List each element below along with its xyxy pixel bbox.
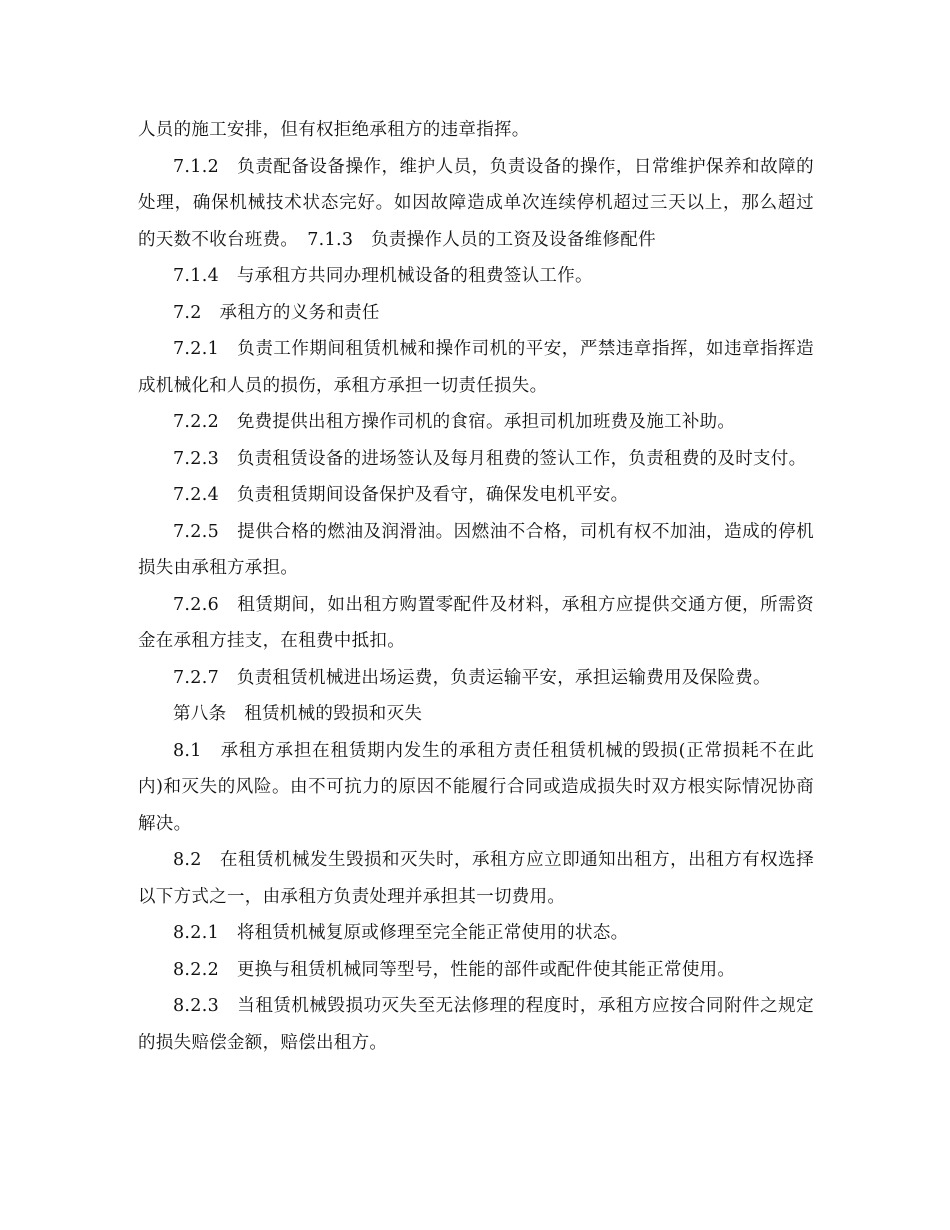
paragraph-continuation: 人员的施工安排，但有权拒绝承租方的违章指挥。 [138, 120, 530, 140]
paragraph-7-2-3: 7.2.3 负责租赁设备的进场签认及每月租费的签认工作，负责租费的及时支付。 [173, 448, 807, 469]
paragraph-7-2-2: 7.2.2 免费提供出租方操作司机的食宿。承担司机加班费及施工补助。 [173, 412, 736, 432]
paragraph-7-2-4: 7.2.4 负责租赁期间设备保护及看守，确保发电机平安。 [173, 485, 629, 505]
paragraph-8-2-2: 8.2.2 更换与租赁机械同等型号，性能的部件或配件使其能正常使用。 [173, 959, 736, 980]
paragraph-8-2-3: 8.2.3 当租赁机械毁损功灭失至无法修理的程度时，承租方应按合同附件之规定的损失赔偿金额，赔偿出租方。 [138, 996, 814, 1053]
paragraph-7-1-2: 7.1.2 负责配备设备操作，维护人员，负责设备的操作，日常维护保养和故障的处理，确保机械技术状态完好。如因故障造成单次连续停机超过三天以上，那么超过的天数不收台班费。 7.1.3 负责操作人员的工资及设备维修配件 [138, 156, 814, 250]
paragraph-8-2-1: 8.2.1 将租赁机械复原或修理至完全能正常使用的状态。 [173, 923, 629, 943]
paragraph-7-2-7: 7.2.7 负责租赁机械进出场运费，负责运输平安，承担运输费用及保险费。 [173, 667, 771, 688]
paragraph-8-2: 8.2 在租赁机械发生毁损和灭失时，承租方应立即通知出租方，出租方有权选择以下方式之一，由承租方负责处理并承担其一切费用。 [138, 850, 814, 907]
paragraph-8-1: 8.1 承租方承担在租赁期内发生的承租方责任租赁机械的毁损(正常损耗不在此内)和灭失的风险。由不可抗力的原因不能履行合同或造成损失时双方根实际情况协商解决。 [138, 740, 814, 834]
paragraph-7-2-5: 7.2.5 提供合格的燃油及润滑油。因燃油不合格，司机有权不加油，造成的停机损失由承租方承担。 [138, 521, 814, 578]
section-heading-7-2: 7.2 承租方的义务和责任 [173, 302, 380, 323]
paragraph-7-2-6: 7.2.6 租赁期间，如出租方购置零配件及材料，承租方应提供交通方便，所需资金在承租方挂支，在租费中抵扣。 [138, 594, 814, 651]
article-heading-8: 第八条 租赁机械的毁损和灭失 [173, 704, 423, 724]
document-body [138, 112, 814, 1061]
paragraph-7-1-4: 7.1.4 与承租方共同办理机械设备的租费签认工作。 [173, 266, 593, 286]
paragraph-7-2-1: 7.2.1 负责工作期间租赁机械和操作司机的平安，严禁违章指挥，如违章指挥造成机械化和人员的损伤，承租方承担一切责任损失。 [138, 339, 814, 396]
